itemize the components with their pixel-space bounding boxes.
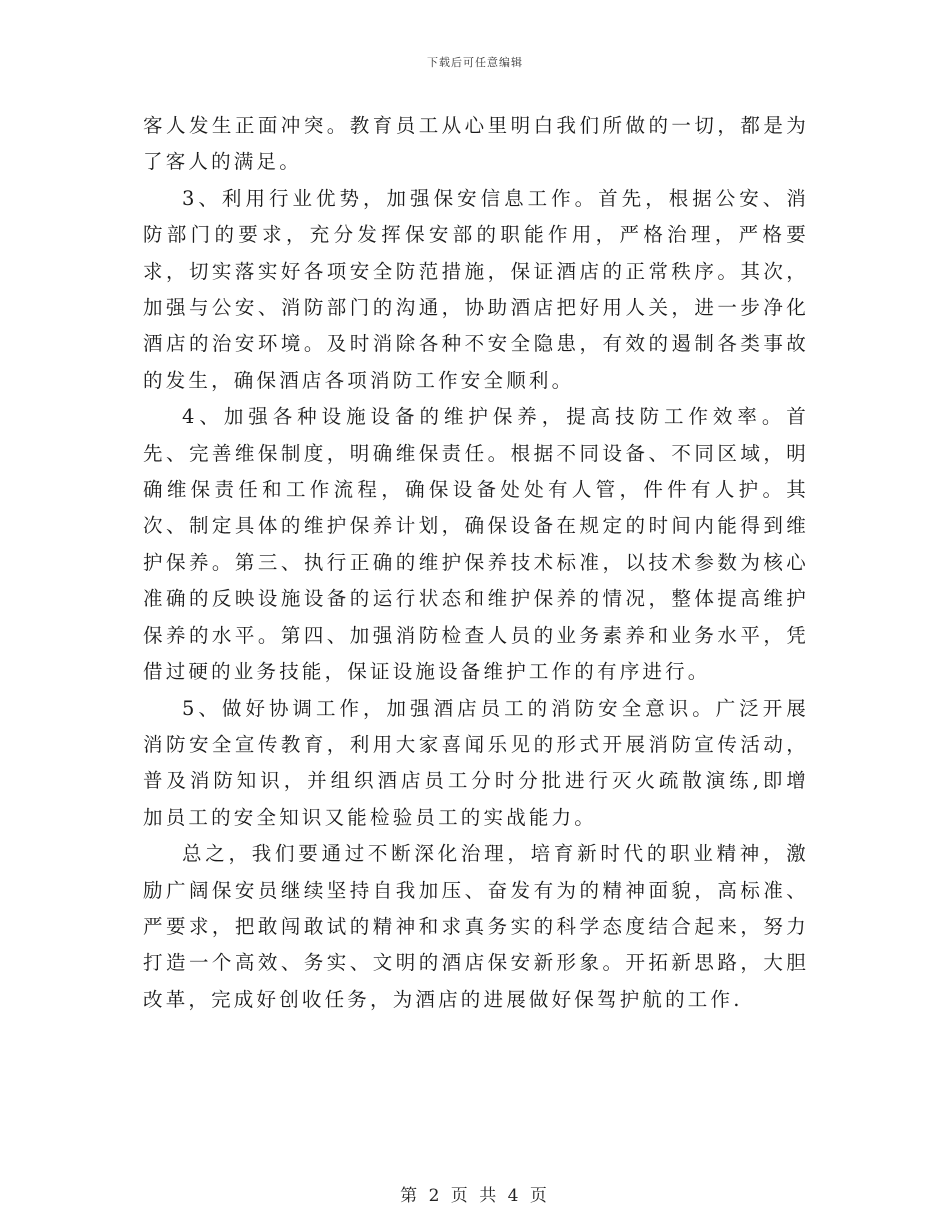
paragraph-summary: 总之，我们要通过不断深化治理，培育新时代的职业精神，激励广阔保安员继续坚持自我加压、奋发有为的精神面貌，高标准、严要求，把敢闯敢试的精神和求真务实的科学态度结合起来，努力打造一个高效、务实、文明的酒店保安新形象。开拓新思路，大胆改革，完成好创收任务，为酒店的进展做好保驾护航的工作. <box>143 842 809 1011</box>
paragraph-item-4: 4、加强各种设施设备的维护保养，提高技防工作效率。首先、完善维保制度，明确维保责任。根据不同设备、不同区域，明确维保责任和工作流程，确保设备处处有人管，件件有人护。其次、制定具体的维护保养计划，确保设备在规定的时间内能得到维护保养。第三、执行正确的维护保养技术标准，以技术参数为核心准确的反映设施设备的运行状态和维护保养的情况，整体提高维护保养的水平。第四、加强消防检查人员的业务素养和业务水平，凭借过硬的业务技能，保证设施设备维护工作的有序进行。 <box>143 405 809 684</box>
document-body <box>143 108 809 1018</box>
paragraph-continuation: 客人发生正面冲突。教育员工从心里明白我们所做的一切，都是为了客人的满足。 <box>143 114 809 174</box>
page-header-note: 下载后可任意编辑 <box>427 56 523 69</box>
paragraph-item-5: 5、做好协调工作，加强酒店员工的消防安全意识。广泛开展消防安全宣传教育，利用大家喜闻乐见的形式开展消防宣传活动，普及消防知识，并组织酒店员工分时分批进行灭火疏散演练,即增加员工的安全知识又能检验员工的实战能力。 <box>143 696 809 829</box>
page-number-footer: 第 2 页 共 4 页 <box>400 1186 550 1206</box>
paragraph-item-3: 3、利用行业优势，加强保安信息工作。首先，根据公安、消防部门的要求，充分发挥保安部的职能作用，严格治理，严格要求，切实落实好各项安全防范措施，保证酒店的正常秩序。其次，加强与公安、消防部门的沟通，协助酒店把好用人关，进一步净化酒店的治安环境。及时消除各种不安全隐患，有效的遏制各类事故的发生，确保酒店各项消防工作安全顺利。 <box>143 186 809 392</box>
